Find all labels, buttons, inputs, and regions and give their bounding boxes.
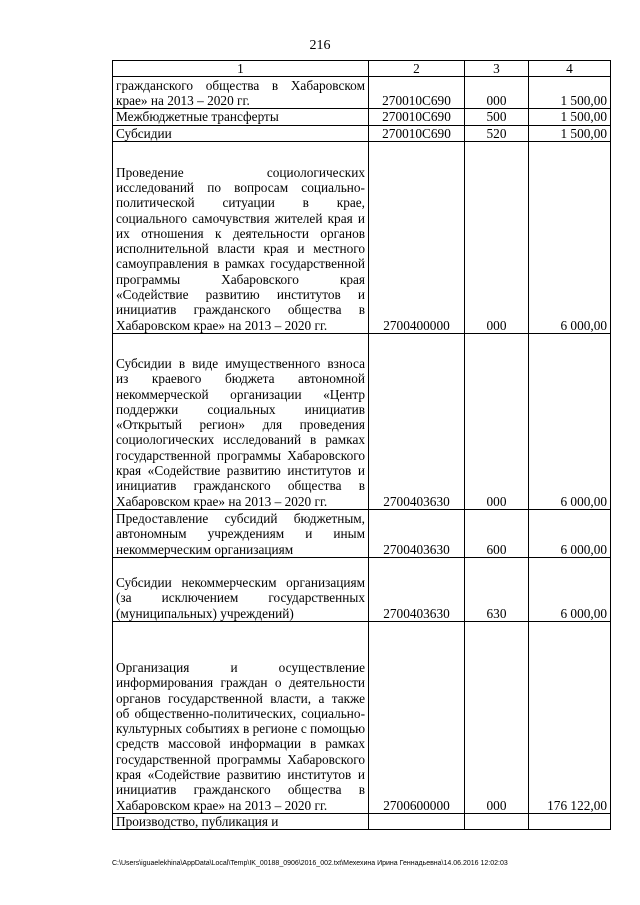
row-target-code: 2700403630 — [369, 333, 465, 509]
table-row — [113, 509, 611, 557]
row-amount: 6 000,00 — [529, 509, 611, 557]
row-amount: 1 500,00 — [529, 77, 611, 109]
row-expense-type: 630 — [465, 557, 529, 621]
row-expense-type: 000 — [465, 141, 529, 333]
page-number: 216 — [309, 38, 331, 53]
row-expense-type: 000 — [465, 333, 529, 509]
row-description: Проведение социологических исследований по вопросам социально-политической ситуации в крае, социального самочувствия жителей края и их отношения к деятельности органов исполнительной власти края и местного самоуправления в рамках государственной программы Хабаровского края «Содействие развитию институтов и инициатив гражданского общества в Хабаровском крае» на 2013 – 2020 гг. — [113, 141, 369, 333]
row-expense-type: 500 — [465, 109, 529, 125]
table-header-row — [113, 61, 611, 77]
row-amount: 6 000,00 — [529, 141, 611, 333]
table-row — [113, 621, 611, 813]
row-amount: 6 000,00 — [529, 557, 611, 621]
row-description: Предоставление субсидий бюджетным, автономным учреждениям и иным некоммерческим организациям — [113, 509, 369, 557]
row-description: Субсидии некоммерческим организациям (за исключением государственных (муниципальных) учреждений) — [113, 557, 369, 621]
row-amount: 1 500,00 — [529, 109, 611, 125]
row-expense-type: 000 — [465, 77, 529, 109]
row-description: Субсидии — [113, 125, 369, 141]
row-description: гражданского общества в Хабаровском крае» на 2013 – 2020 гг. — [113, 77, 369, 109]
row-amount: 1 500,00 — [529, 125, 611, 141]
row-target-code: 2700403630 — [369, 557, 465, 621]
row-target-code: 270010С690 — [369, 109, 465, 125]
row-expense-type: 000 — [465, 621, 529, 813]
footer-file-path: C:\Users\iguaelekhina\AppData\Local\Temp\IK_00188_0906\2016_002.txt\Мехехина Ирина Геннадьевна\14.06.2016 12:02:03 — [112, 860, 508, 867]
table-row — [113, 813, 611, 829]
row-expense-type: 520 — [465, 125, 529, 141]
header-col-3: 3 — [465, 61, 529, 77]
table-row — [113, 109, 611, 125]
row-expense-type: 600 — [465, 509, 529, 557]
header-col-4: 4 — [529, 61, 611, 77]
header-col-2: 2 — [369, 61, 465, 77]
row-description: Организация и осуществление информирования граждан о деятельности органов государственной власти, а также об общественно-политических, социально-культурных событиях в регионе с помощью средств массовой информации в рамках государственной программы Хабаровского края «Содействие развитию институтов и инициатив гражданского общества в Хабаровском крае» на 2013 – 2020 гг. — [113, 621, 369, 813]
row-target-code — [369, 813, 465, 829]
row-target-code: 270010С690 — [369, 77, 465, 109]
table-row — [113, 557, 611, 621]
row-target-code: 2700403630 — [369, 509, 465, 557]
table-row — [113, 77, 611, 109]
row-target-code: 2700600000 — [369, 621, 465, 813]
row-target-code: 2700400000 — [369, 141, 465, 333]
row-amount: 6 000,00 — [529, 333, 611, 509]
table-row — [113, 125, 611, 141]
row-expense-type — [465, 813, 529, 829]
row-description: Субсидии в виде имущественного взноса из краевого бюджета автономной некоммерческой организации «Центр поддержки социальных инициатив «Открытый регион» для проведения социологических исследований в рамках государственной программы Хабаровского края «Содействие развитию институтов и инициатив гражданского общества в Хабаровском крае» на 2013 – 2020 гг. — [113, 333, 369, 509]
row-description: Межбюджетные трансферты — [113, 109, 369, 125]
table-row — [113, 333, 611, 509]
table-row — [113, 141, 611, 333]
header-col-1: 1 — [113, 61, 369, 77]
row-amount — [529, 813, 611, 829]
row-amount: 176 122,00 — [529, 621, 611, 813]
row-target-code: 270010С690 — [369, 125, 465, 141]
row-description: Производство, публикация и — [113, 813, 369, 829]
budget-table — [112, 60, 611, 830]
